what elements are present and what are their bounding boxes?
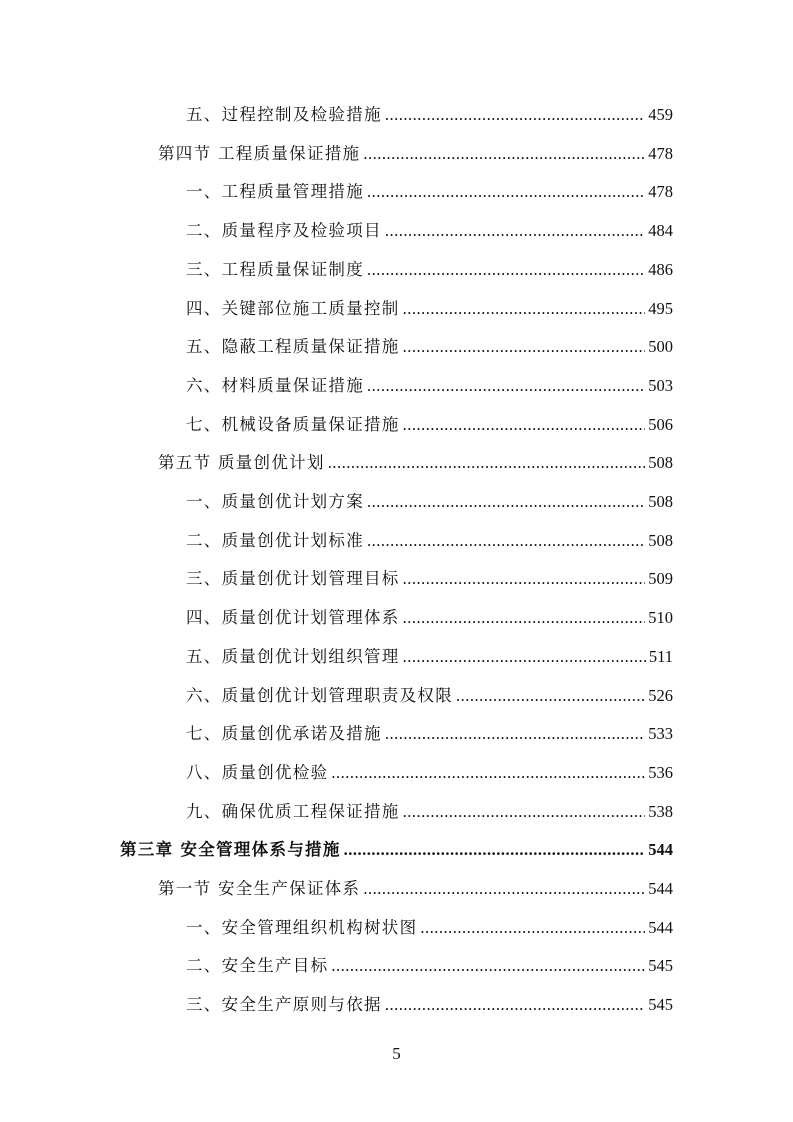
toc-dot-leader: [403, 328, 646, 366]
toc-dot-leader: [344, 831, 646, 869]
toc-entry[interactable]: [186, 715, 673, 753]
toc-dot-leader: [385, 212, 645, 250]
toc-entry-page: 495: [648, 298, 673, 318]
toc-entry-page: 484: [648, 221, 673, 241]
toc-entry[interactable]: [186, 290, 673, 328]
toc-entry-page: 545: [648, 956, 673, 976]
toc-entry-page: 533: [648, 724, 673, 744]
toc-dot-leader: [420, 909, 645, 947]
toc-dot-leader: [367, 367, 645, 405]
toc-entry-label: 一、质量创优计划方案: [186, 492, 364, 511]
toc-entry-label: 三、安全生产原则与依据: [186, 995, 382, 1015]
toc-entry[interactable]: [186, 173, 673, 211]
toc-entry-label: 三、工程质量保证制度: [186, 259, 364, 279]
toc-entry-label: 五、质量创优计划组织管理: [186, 646, 400, 666]
toc-entry-label: 七、机械设备质量保证措施: [186, 414, 400, 434]
toc-entry[interactable]: [186, 947, 673, 985]
toc-entry[interactable]: [186, 212, 673, 250]
toc-entry-page: 508: [648, 530, 673, 550]
toc-entry-label: 一、安全管理组织机构树状图: [186, 917, 418, 937]
toc-entry-label: 三、质量创优计划管理目标: [186, 569, 400, 589]
toc-entry-page: 538: [648, 801, 673, 821]
page-number: 5: [392, 1044, 401, 1063]
toc-entry-label: 第三章 安全管理体系与措施: [120, 840, 341, 860]
toc-entry[interactable]: [186, 328, 673, 366]
toc-entry-page: 545: [648, 995, 673, 1015]
toc-dot-leader: [385, 96, 645, 134]
toc-entry[interactable]: [158, 135, 673, 173]
toc-entry-page: 486: [648, 259, 673, 279]
toc-entry-page: 544: [648, 879, 673, 898]
toc-entry[interactable]: [186, 96, 673, 134]
toc-entry-page: 511: [648, 646, 673, 666]
toc-entry-label: 六、材料质量保证措施: [186, 375, 364, 395]
toc-dot-leader: [403, 599, 646, 637]
toc-entry-page: 500: [648, 337, 673, 357]
toc-entry-page: 506: [648, 414, 673, 434]
toc-entry[interactable]: [186, 754, 673, 792]
toc-entry[interactable]: [186, 522, 673, 560]
toc-entry[interactable]: [186, 986, 673, 1024]
toc-entry-label: 二、安全生产目标: [186, 956, 329, 976]
toc-entry[interactable]: [186, 483, 673, 521]
toc-dot-leader: [328, 444, 646, 482]
toc-entry[interactable]: [186, 638, 673, 676]
toc-dot-leader: [367, 483, 645, 521]
toc-entry-label: 六、质量创优计划管理职责及权限: [186, 685, 453, 705]
toc-entry-page: 478: [648, 182, 673, 202]
toc-entry-label: 五、隐蔽工程质量保证措施: [186, 337, 400, 357]
toc-entry-page: 509: [648, 569, 673, 589]
toc-entry-label: 第一节 安全生产保证体系: [158, 879, 361, 898]
toc-dot-leader: [367, 173, 645, 211]
toc-dot-leader: [367, 251, 645, 289]
toc-entry[interactable]: [186, 367, 673, 405]
toc-entry[interactable]: [186, 599, 673, 637]
toc-dot-leader: [331, 754, 645, 792]
toc-dot-leader: [363, 135, 645, 173]
toc-entry-page: 510: [648, 608, 673, 628]
toc-dot-leader: [403, 638, 646, 676]
toc-entry-page: 459: [648, 105, 673, 124]
toc-entry-page: 508: [648, 453, 673, 473]
toc-entry-label: 八、质量创优检验: [186, 762, 329, 782]
toc-entry-page: 526: [648, 685, 673, 705]
toc-entry-label: 二、质量程序及检验项目: [186, 221, 382, 241]
toc-entry-page: 478: [648, 143, 673, 163]
toc-entry[interactable]: [120, 831, 673, 869]
toc-entry[interactable]: [158, 870, 673, 908]
toc-entry[interactable]: [186, 677, 673, 715]
toc-entry-label: 一、工程质量管理措施: [186, 182, 364, 202]
toc-dot-leader: [403, 290, 646, 328]
toc-entry-label: 第五节 质量创优计划: [158, 453, 325, 473]
toc-entry[interactable]: [186, 909, 673, 947]
toc-entry[interactable]: [158, 444, 673, 482]
toc-entry-page: 544: [648, 840, 673, 860]
toc-dot-leader: [403, 406, 646, 444]
toc-dot-leader: [385, 715, 645, 753]
toc-entry-page: 503: [648, 375, 673, 395]
toc-entry-label: 第四节 工程质量保证措施: [158, 143, 361, 163]
toc-entry-page: 544: [648, 917, 673, 937]
toc-dot-leader: [363, 870, 645, 908]
toc-entry-label: 四、质量创优计划管理体系: [186, 608, 400, 628]
toc-dot-leader: [403, 560, 646, 598]
toc-entry[interactable]: [186, 793, 673, 831]
toc-entry-label: 五、过程控制及检验措施: [186, 105, 382, 124]
toc-dot-leader: [385, 986, 645, 1024]
toc-entry-label: 二、质量创优计划标准: [186, 530, 364, 550]
toc-entry-label: 九、确保优质工程保证措施: [186, 801, 400, 821]
toc-dot-leader: [331, 947, 645, 985]
toc-dot-leader: [403, 793, 646, 831]
toc-entry-label: 七、质量创优承诺及措施: [186, 724, 382, 744]
toc-entry[interactable]: [186, 406, 673, 444]
toc-entry-page: 536: [648, 762, 673, 782]
toc-dot-leader: [367, 522, 645, 560]
toc-entry-label: 四、关键部位施工质量控制: [186, 298, 400, 318]
toc-entry[interactable]: [186, 251, 673, 289]
toc-entry[interactable]: [186, 560, 673, 598]
toc-dot-leader: [456, 677, 645, 715]
toc-entry-page: 508: [648, 492, 673, 511]
